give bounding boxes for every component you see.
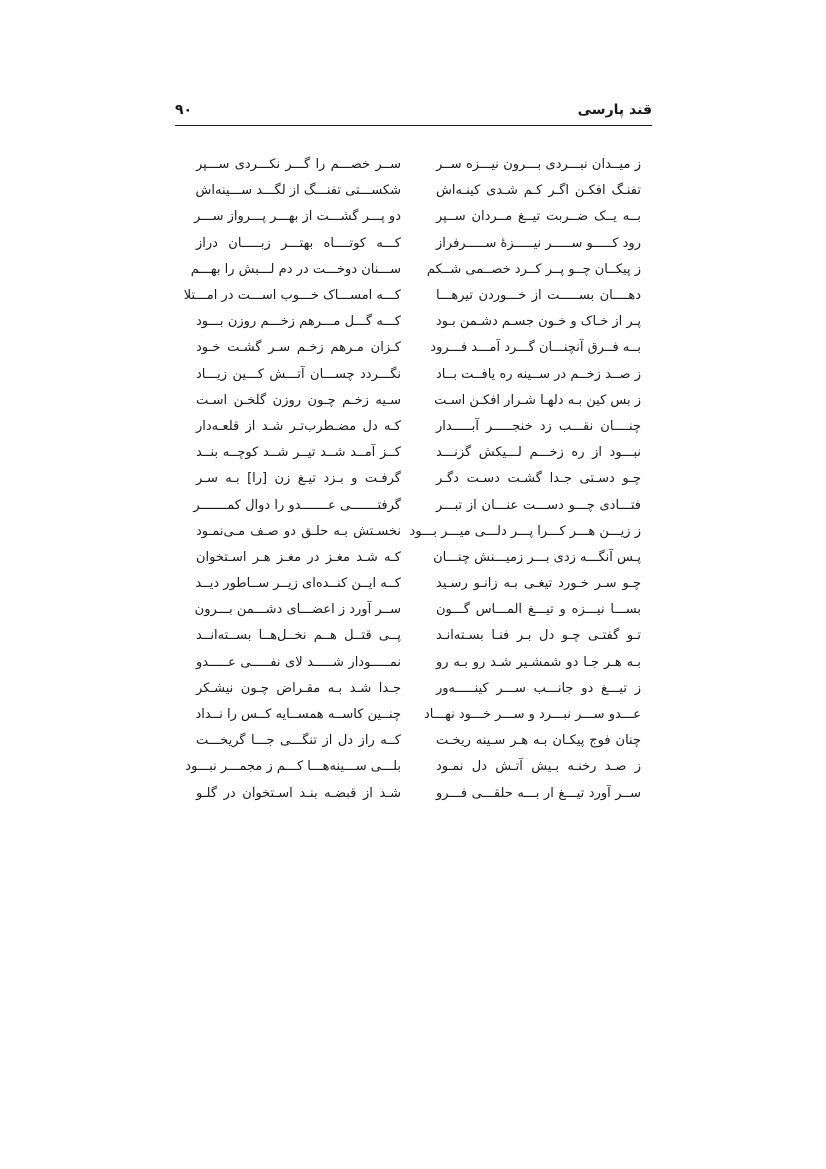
hemistich-left: کـه دل مضـطرب‌تـر شـد از قلعـه‌دار xyxy=(196,418,401,434)
hemistich-right: ز پیکــان چــو پــر کــرد خصــمی شــکم xyxy=(426,261,641,277)
hemistich-left: کـــه امســـاک خـــوب اســـت در امـــتلا xyxy=(183,288,401,304)
hemistich-left: نخسـتش بـه حلـق دو صـف مـی‌نمـود xyxy=(196,523,401,539)
hemistich-right: ز بس کین بـه دلهـا شـرار افکـن اسـت xyxy=(434,392,641,408)
hemistich-right: پـر از خـاک و خـون جسـم دشـمن بـود xyxy=(435,314,641,330)
hemistich-left: کـزان مـرهم زخـم سـر گشـت خـود xyxy=(196,340,401,356)
hemistich-right: بــه یــک ضــربت تیــغ مــردان ســپر xyxy=(436,209,641,225)
header-rule xyxy=(175,125,652,126)
couplet xyxy=(196,623,641,649)
hemistich-left: دو پـــر گشـــت از بهـــر پـــرواز ســـر xyxy=(193,209,401,225)
couplet xyxy=(196,519,641,545)
hemistich-left: سـیه زخـم چـون روزن گلخـن اسـت xyxy=(196,392,401,408)
hemistich-right: تـو گفتـی چـو دل بـر فنـا بسـته‌انـد xyxy=(436,628,641,644)
hemistich-left: کـــه گـــل مـــرهم زخـــم روزن بـــود xyxy=(196,314,401,330)
hemistich-right: نبـــود از ره زخـــم لـــیکش گزنـــد xyxy=(436,445,641,461)
running-title: قند پارسی xyxy=(577,102,652,118)
couplet xyxy=(196,335,641,361)
hemistich-left: کــه ایــن کنــده‌ای زیــر ســاطور دیــد xyxy=(195,576,401,592)
hemistich-right: چنان فوج پیکـان بـه هـر سـینه ریخـت xyxy=(436,733,641,749)
couplet xyxy=(196,362,641,388)
hemistich-right: ز صــد زخــم در ســینه ره یافــت بــاد xyxy=(436,366,641,382)
hemistich-right: چـو سـر خـورد تیغـی بـه زانـو رسـید xyxy=(436,576,641,592)
couplet xyxy=(193,204,641,230)
couplet xyxy=(196,676,641,702)
hemistich-right: فتـــادی چـــو دســـت عنـــان از تبـــر xyxy=(436,497,641,513)
couplet xyxy=(196,781,641,807)
couplet xyxy=(196,152,641,178)
hemistich-left: شـد از قبضـه بنـد اسـتخوان در گلـو xyxy=(196,785,401,801)
couplet xyxy=(196,545,641,571)
page-number: ۹۰ xyxy=(175,102,193,118)
hemistich-left: شکســـتی تفنـــگ از لگـــد ســـینه‌اش xyxy=(195,183,401,199)
hemistich-left: جـدا شـد بـه مقـراض چـون نیشـکر xyxy=(196,680,401,696)
hemistich-right: چـو دسـتی جـدا گشـت دسـت دگـر xyxy=(436,471,641,487)
poem-body xyxy=(183,152,641,807)
hemistich-right: رود کـــــو ســـــر نیـــــزهٔ ســـــرفراز xyxy=(436,235,641,251)
hemistich-right: ســر آورد تیـــغ ار بـــه حلقـــی فـــرو xyxy=(436,785,641,801)
hemistich-left: کــه راز دل از تنگـــی جـــا گریخـــت xyxy=(196,733,401,749)
hemistich-left: کـه شـد مغـز در مغـز هـر اسـتخوان xyxy=(196,549,401,565)
hemistich-left: ســـنان دوخـــت در دم لـــبش را بهـــم xyxy=(190,261,401,277)
hemistich-left: ســر خصـــم را گـــر نکـــردی ســـپر xyxy=(196,157,401,173)
hemistich-right: بـه هـر جـا دو شمشـیر شـد رو بـه رو xyxy=(436,654,641,670)
hemistich-right: ز صـد رخنـه بـیش آتـش دل نمـود xyxy=(436,759,641,775)
couplet xyxy=(196,466,641,492)
couplet xyxy=(196,650,641,676)
hemistich-left: گرفـت و بـزد تیـغ زن [را] بـه سـر xyxy=(196,471,401,487)
hemistich-right: ز زیـــن هـــر کـــرا پـــر دلـــی میـــر بـــود xyxy=(409,523,641,539)
couplet xyxy=(196,597,641,623)
couplet xyxy=(196,414,641,440)
couplet xyxy=(185,754,641,780)
couplet xyxy=(183,283,641,309)
hemistich-right: بــه فــرق آنچنـــان گـــرد آمـــد فـــرود xyxy=(430,340,641,356)
hemistich-left: بلـــی ســـینه‌هـــا کـــم ز مجمـــر نبـــود xyxy=(185,759,401,775)
couplet xyxy=(196,309,641,335)
hemistich-left: کــز آمــد شــد تیــر شــد کوچــه بنــد xyxy=(196,445,401,461)
hemistich-right: بســـا نیـــزه و تیـــغ المـــاس گـــون xyxy=(436,602,641,618)
hemistich-right: پـس آنگـــه زدی بـــر زمیـــنش چنـــان xyxy=(433,549,641,565)
hemistich-left: کـــه کوتــــاه بهتـــر زبـــــان دراز xyxy=(196,235,401,251)
couplet xyxy=(193,492,641,518)
page-header xyxy=(175,100,652,126)
hemistich-left: پــی قتــل هــم نخــل‌هــا بســته‌انــد xyxy=(196,628,401,644)
couplet xyxy=(190,257,641,283)
couplet xyxy=(196,440,641,466)
couplet xyxy=(196,388,641,414)
hemistich-right: ز میــدان نبـــردی بـــرون نیـــزه ســر xyxy=(436,157,641,173)
couplet xyxy=(196,178,641,204)
hemistich-left: گرفتـــــــی عـــــــدو را دوال کمـــــــر xyxy=(193,497,401,513)
couplet xyxy=(196,728,641,754)
hemistich-left: ســر آورد ز اعضـــای دشـــمن بـــرون xyxy=(194,602,401,618)
hemistich-right: عـــدو ســـر نبـــرد و ســـر خـــود نهـــاد xyxy=(423,707,641,723)
couplet xyxy=(196,702,641,728)
hemistich-right: دهــــان بســـــت از خـــوردن تیرهـــا xyxy=(436,288,641,304)
hemistich-right: تفنـگ افکـن اگـر کـم شـدی کینـه‌اش xyxy=(436,183,641,199)
hemistich-right: چنــــان نقـــب زد خنجـــــر آبـــــدار xyxy=(436,418,641,434)
couplet xyxy=(196,571,641,597)
hemistich-left: چنــین کاســه همســایه کــس را نــداد xyxy=(195,707,401,723)
couplet xyxy=(196,231,641,257)
hemistich-left: نمـــــودار شـــــد لای نفـــــی عـــــدو xyxy=(196,654,401,670)
hemistich-right: ز تیـــغ دو جانـــب ســـر کینـــــه‌ور xyxy=(436,680,641,696)
hemistich-left: نگـــردد چســـان آتـــش کـــین زیـــاد xyxy=(196,366,401,382)
